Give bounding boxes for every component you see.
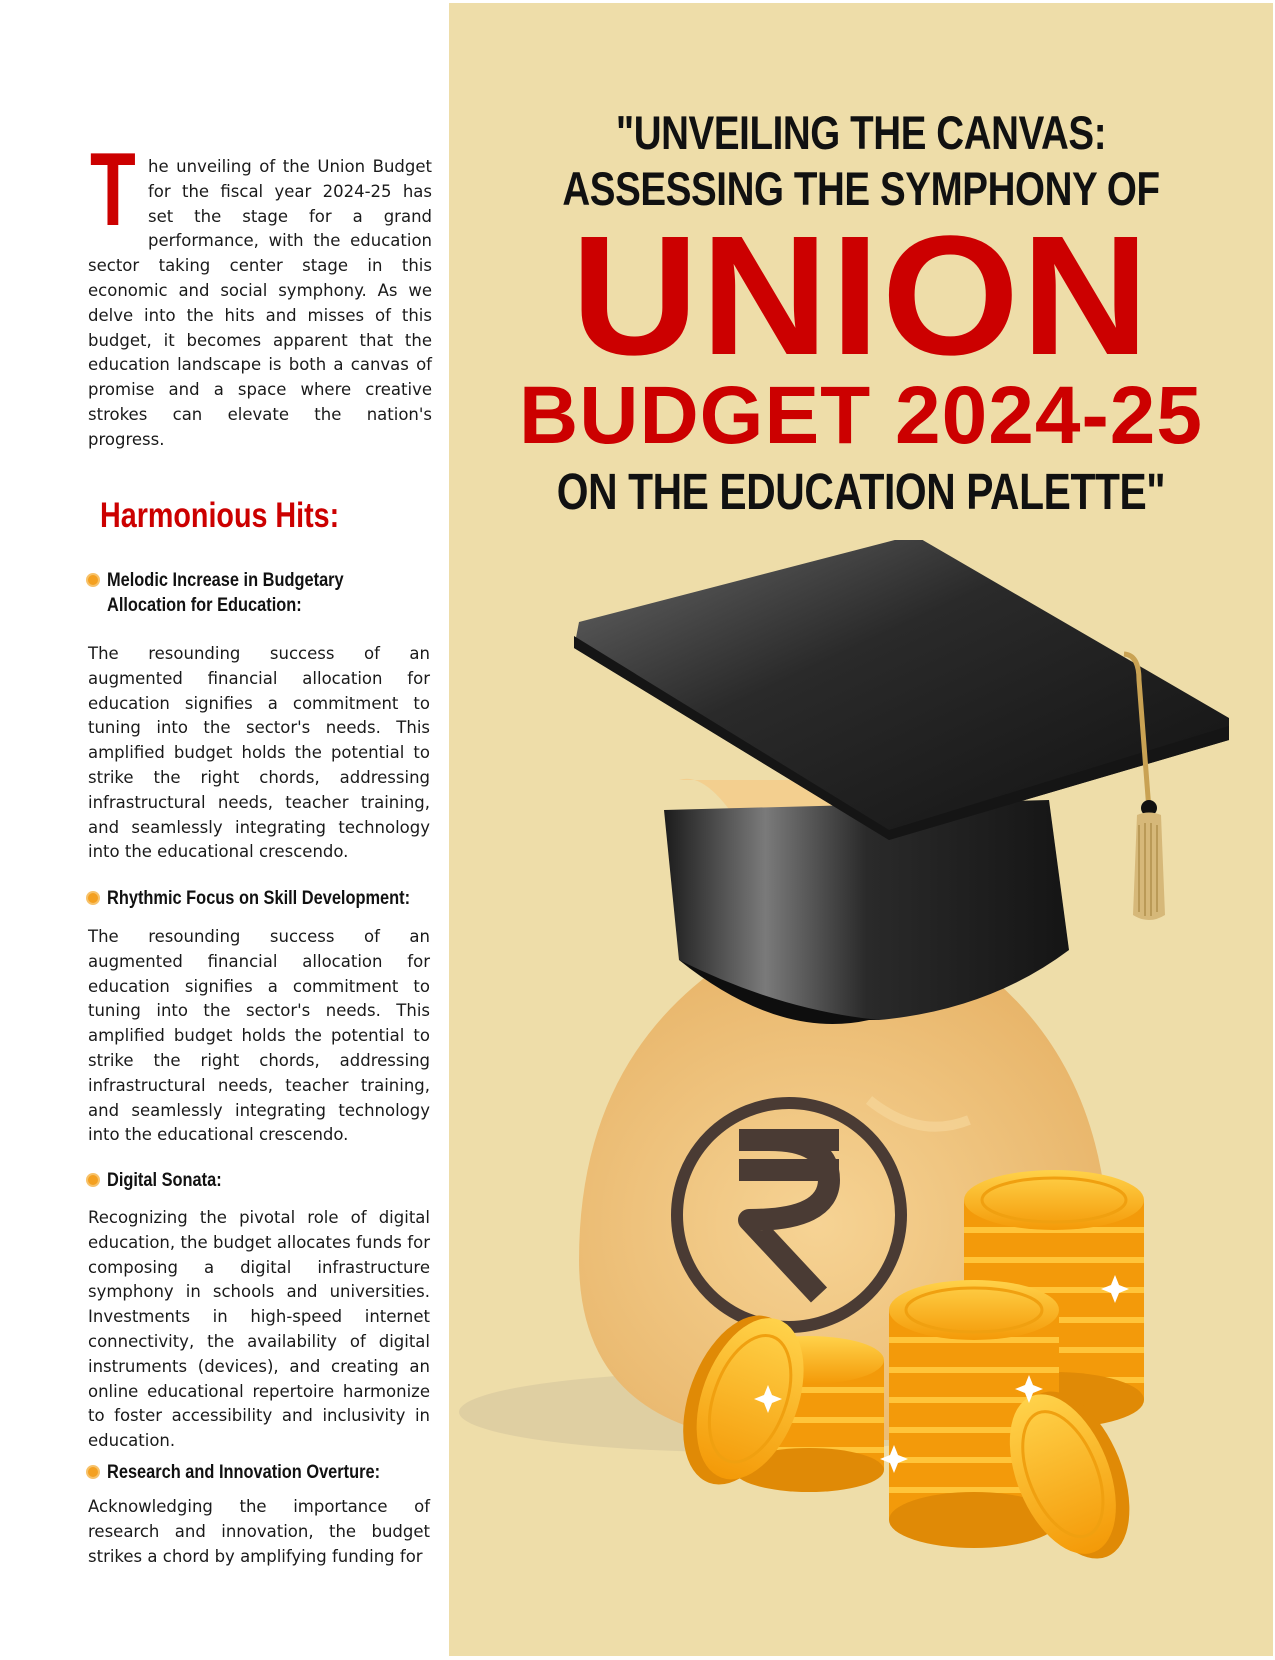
- headline: [449, 105, 1273, 523]
- item-body: The resounding success of an augmented financial allocation for education signifies a commitment to tuning into the sector's needs. This amplified budget holds the potential to strike the right chords, addressing infrastructural needs, teacher training, and seamlessly integrating technology into the educational crescendo.: [88, 927, 430, 1145]
- item-title: Digital Sonata:: [107, 1169, 222, 1191]
- bullet-icon: [86, 573, 100, 587]
- headline-line-5: ON THE EDUCATION PALETTE": [556, 463, 1166, 520]
- bullet-icon: [86, 1465, 100, 1479]
- item-heading: [86, 568, 389, 618]
- headline-line-2: ASSESSING THE SYMPHONY OF: [562, 162, 1160, 215]
- headline-union: UNION: [570, 201, 1152, 391]
- item-title: Allocation for Education:: [107, 594, 302, 616]
- item-body: Recognizing the pivotal role of digital education, the budget allocates funds for composing a digital infrastructure symphony in schools and universities. Investments in high-speed internet connectivity, the availability of digital instruments (devices), and creating an online educational repertoire harmonize to foster accessibility and inclusivity in education.: [88, 1208, 430, 1451]
- item-title: Rhythmic Focus on Skill Development:: [107, 887, 411, 909]
- item-body: Acknowledging the importance of research and innovation, the budget strikes a chord by amplifying funding for: [88, 1497, 430, 1566]
- item-title: Melodic Increase in Budgetary: [107, 569, 344, 591]
- budget-illustration: [449, 540, 1273, 1660]
- item-heading: [86, 1168, 244, 1193]
- item-heading: [86, 1460, 432, 1485]
- headline-line-1: "UNVEILING THE CANVAS:: [615, 106, 1107, 159]
- item-title: Research and Innovation Overture:: [107, 1461, 381, 1483]
- headline-budget: BUDGET 2024-25: [519, 370, 1203, 461]
- section-title: Harmonious Hits:: [100, 496, 340, 535]
- intro-paragraph: [88, 132, 432, 453]
- item-heading: [86, 886, 468, 911]
- graduation-cap-icon: [574, 540, 1229, 1024]
- bullet-icon: [86, 1173, 100, 1187]
- item-body: The resounding success of an augmented financial allocation for education signifies a commitment to tuning into the sector's needs. This amplified budget holds the potential to strike the right chords, addressing infrastructural needs, teacher training, and seamlessly integrating technology into the educational crescendo.: [88, 644, 430, 862]
- intro-text: he unveiling of the Union Budget for the fiscal year 2024-25 has set the stage for a grand performance, with the education sector taking center stage in this economic and social symphony. As we delve into the hits and misses of this budget, it becomes apparent that the education landscape is both a canvas of promise and a space where creative strokes can elevate the nation's progress.: [88, 157, 432, 449]
- bullet-icon: [86, 891, 100, 905]
- drop-cap: T: [90, 132, 136, 248]
